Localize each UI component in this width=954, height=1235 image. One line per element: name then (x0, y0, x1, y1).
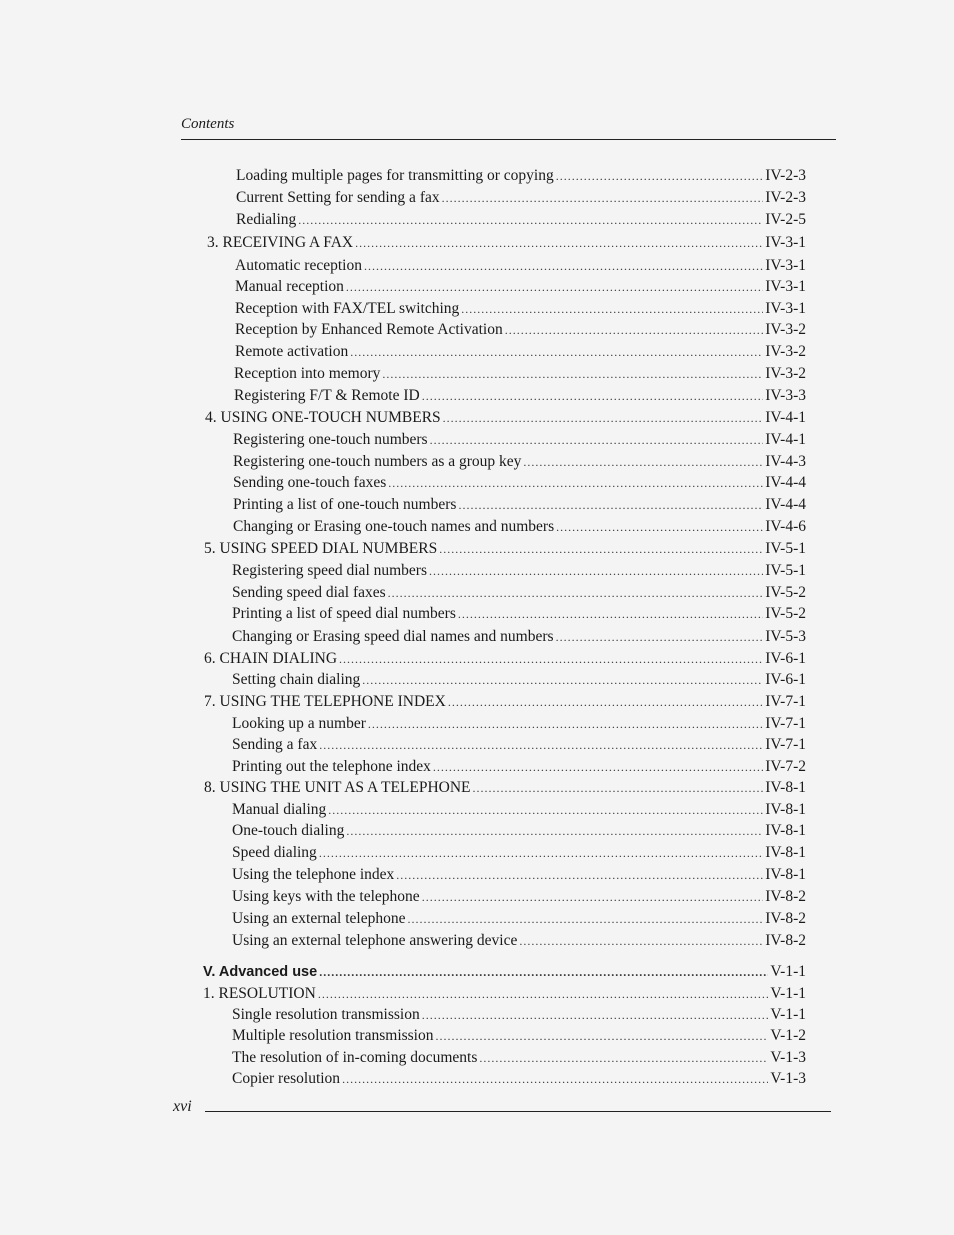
toc-section-entry (232, 865, 806, 885)
toc-section-entry (232, 757, 806, 777)
toc-entry-title: Setting chain dialing (232, 671, 361, 688)
toc-entry-page: IV-4-3 (765, 453, 806, 470)
dot-leader (362, 670, 763, 690)
toc-section-entry (235, 299, 806, 319)
toc-entry-page: IV-5-2 (765, 584, 806, 601)
toc-entry-page: V-1-2 (770, 1027, 806, 1044)
toc-entry-title: Changing or Erasing one-touch names and numbers (233, 518, 555, 535)
toc-entry-title: Manual reception (235, 278, 344, 295)
footer-rule (205, 1111, 831, 1112)
dot-leader (430, 430, 764, 450)
toc-entry-page: IV-7-1 (765, 736, 806, 753)
toc-section-entry (233, 473, 806, 493)
toc-entry-title: 1. RESOLUTION (203, 985, 316, 1002)
dot-leader (319, 843, 763, 863)
toc-section-entry (232, 909, 806, 929)
toc-entry-page: IV-5-1 (765, 562, 806, 579)
dot-leader (443, 408, 764, 428)
toc-entry-title: 7. USING THE TELEPHONE INDEX (204, 693, 446, 710)
dot-leader (388, 473, 763, 493)
toc-entry-title: The resolution of in-coming documents (232, 1049, 478, 1066)
toc-section-entry (232, 561, 806, 581)
toc-entry-title: Registering one-touch numbers (233, 431, 428, 448)
toc-entry-page: IV-8-2 (765, 888, 806, 905)
toc-chapter-entry (204, 692, 806, 712)
toc-entry-title: Multiple resolution transmission (232, 1027, 434, 1044)
dot-leader (396, 865, 763, 885)
toc-entry-title: Automatic reception (235, 257, 362, 274)
toc-entry-title: Printing a list of one-touch numbers (233, 496, 457, 513)
toc-section-entry (232, 1048, 806, 1068)
running-header: Contents (181, 116, 235, 132)
dot-leader (350, 342, 763, 362)
toc-entry-page: IV-2-5 (765, 211, 806, 228)
toc-section-entry (232, 1005, 806, 1025)
toc-entry-title: 4. USING ONE-TOUCH NUMBERS (205, 409, 441, 426)
toc-entry-page: IV-3-1 (765, 234, 806, 251)
toc-entry-title: Single resolution transmission (232, 1006, 420, 1023)
toc-section-entry (235, 342, 806, 362)
toc-entry-page: IV-6-1 (765, 650, 806, 667)
toc-section-entry (232, 843, 806, 863)
toc-entry-title: Registering F/T & Remote ID (234, 387, 420, 404)
dot-leader (429, 561, 763, 581)
toc-section-entry (232, 604, 806, 624)
dot-leader (328, 800, 763, 820)
toc-section-entry (235, 320, 806, 340)
dot-leader (436, 1026, 769, 1046)
toc-entry-page: IV-4-1 (765, 409, 806, 426)
dot-leader (319, 962, 768, 982)
toc-section-entry (235, 277, 806, 297)
toc-section-entry (235, 256, 806, 276)
dot-leader (298, 210, 763, 230)
toc-entry-page: IV-8-2 (765, 910, 806, 927)
dot-leader (407, 909, 763, 929)
toc-section-entry (232, 583, 806, 603)
dot-leader (382, 364, 763, 384)
toc-entry-page: IV-4-6 (765, 518, 806, 535)
toc-section-entry (232, 735, 806, 755)
toc-entry-page: IV-3-3 (765, 387, 806, 404)
toc-section-entry (234, 364, 806, 384)
dot-leader (461, 299, 763, 319)
dot-leader (422, 887, 764, 907)
toc-entry-page: IV-7-2 (765, 758, 806, 775)
toc-entry-page: IV-8-1 (765, 844, 806, 861)
dot-leader (448, 692, 763, 712)
toc-entry-page: IV-5-2 (765, 605, 806, 622)
toc-entry-page: IV-4-4 (765, 496, 806, 513)
dot-leader (519, 931, 763, 951)
toc-entry-page: IV-3-1 (765, 257, 806, 274)
toc-section-entry (236, 210, 806, 230)
dot-leader (355, 233, 763, 253)
toc-entry-title: Printing a list of speed dial numbers (232, 605, 456, 622)
dot-leader (442, 188, 764, 208)
toc-section-entry (232, 887, 806, 907)
toc-entry-page: IV-7-1 (765, 693, 806, 710)
toc-entry-page: IV-3-2 (765, 343, 806, 360)
toc-entry-title: Loading multiple pages for transmitting or copying (236, 167, 554, 184)
toc-entry-title: Manual dialing (232, 801, 327, 818)
toc-entry-page: IV-5-3 (765, 628, 806, 645)
toc-entry-title: Copier resolution (232, 1070, 341, 1087)
toc-entry-page: IV-6-1 (765, 671, 806, 688)
toc-entry-title: Changing or Erasing speed dial names and numbers (232, 628, 554, 645)
toc-entry-title: Using keys with the telephone (232, 888, 420, 905)
page-number: xvi (173, 1098, 192, 1115)
dot-leader (342, 1069, 768, 1089)
dot-leader (505, 320, 764, 340)
dot-leader (368, 714, 763, 734)
toc-part-entry (203, 962, 806, 982)
toc-section-entry (232, 1026, 806, 1046)
dot-leader (422, 386, 764, 406)
toc-section-entry (236, 166, 806, 186)
toc-section-entry (233, 517, 806, 537)
toc-entry-title: Using the telephone index (232, 866, 395, 883)
toc-chapter-entry (203, 984, 806, 1004)
toc-entry-title: Sending one-touch faxes (233, 474, 387, 491)
dot-leader (433, 757, 763, 777)
toc-section-entry (233, 430, 806, 450)
toc-entry-title: Reception into memory (234, 365, 381, 382)
toc-section-entry (233, 495, 806, 515)
toc-entry-page: IV-7-1 (765, 715, 806, 732)
dot-leader (346, 821, 763, 841)
dot-leader (364, 256, 763, 276)
dot-leader (479, 1048, 768, 1068)
toc-entry-page: IV-8-1 (765, 866, 806, 883)
toc-section-entry (234, 386, 806, 406)
dot-leader (346, 277, 763, 297)
dot-leader (458, 495, 763, 515)
header-rule (181, 139, 836, 140)
toc-entry-page: V-1-1 (770, 985, 806, 1002)
toc-entry-title: Redialing (236, 211, 297, 228)
toc-chapter-entry (205, 408, 806, 428)
toc-chapter-entry (204, 649, 806, 669)
toc-entry-title: Reception by Enhanced Remote Activation (235, 321, 503, 338)
toc-entry-title: 3. RECEIVING A FAX (207, 234, 354, 251)
toc-entry-title: 8. USING THE UNIT AS A TELEPHONE (204, 779, 471, 796)
dot-leader (388, 583, 764, 603)
toc-entry-page: V-1-3 (770, 1049, 806, 1066)
dot-leader (458, 604, 763, 624)
dot-leader (473, 778, 764, 798)
dot-leader (556, 166, 764, 186)
toc-entry-title: Printing out the telephone index (232, 758, 431, 775)
toc-entry-title: Looking up a number (232, 715, 366, 732)
toc-section-entry (232, 670, 806, 690)
dot-leader (422, 1005, 769, 1025)
toc-entry-title: Speed dialing (232, 844, 317, 861)
toc-entry-page: IV-3-1 (765, 278, 806, 295)
toc-entry-page: IV-8-2 (765, 932, 806, 949)
toc-section-entry (233, 452, 806, 472)
toc-section-entry (232, 821, 806, 841)
toc-entry-title: Using an external telephone answering device (232, 932, 518, 949)
toc-chapter-entry (204, 539, 806, 559)
toc-entry-page: V-1-3 (770, 1070, 806, 1087)
toc-entry-page: IV-8-1 (765, 801, 806, 818)
dot-leader (523, 452, 763, 472)
toc-entry-page: IV-8-1 (765, 822, 806, 839)
toc-section-entry (232, 800, 806, 820)
toc-entry-title: Reception with FAX/TEL switching (235, 300, 460, 317)
dot-leader (439, 539, 763, 559)
toc-entry-page: IV-8-1 (765, 779, 806, 796)
dot-leader (556, 517, 763, 537)
dot-leader (318, 984, 769, 1004)
toc-entry-page: IV-3-2 (765, 365, 806, 382)
toc-entry-title: Using an external telephone (232, 910, 406, 927)
toc-section-entry (232, 1069, 806, 1089)
toc-entry-page: IV-3-1 (765, 300, 806, 317)
toc-entry-page: IV-4-4 (765, 474, 806, 491)
toc-entry-page: IV-3-2 (765, 321, 806, 338)
toc-chapter-entry (207, 233, 806, 253)
toc-section-entry (232, 931, 806, 951)
toc-entry-page: IV-4-1 (765, 431, 806, 448)
dot-leader (339, 649, 763, 669)
toc-entry-title: Registering one-touch numbers as a group key (233, 453, 522, 470)
dot-leader (319, 735, 763, 755)
dot-leader (556, 627, 764, 647)
toc-entry-title: Remote activation (235, 343, 349, 360)
toc-chapter-entry (204, 778, 806, 798)
toc-entry-page: IV-2-3 (765, 189, 806, 206)
toc-entry-page: V-1-1 (770, 1006, 806, 1023)
toc-entry-title: Sending a fax (232, 736, 318, 753)
toc-entry-page: IV-2-3 (765, 167, 806, 184)
toc-section-entry (236, 188, 806, 208)
toc-entry-page: IV-5-1 (765, 540, 806, 557)
toc-entry-title: 5. USING SPEED DIAL NUMBERS (204, 540, 438, 557)
toc-section-entry (232, 714, 806, 734)
toc-section-entry (232, 627, 806, 647)
toc-entry-title: V. Advanced use (203, 964, 318, 980)
toc-entry-title: Current Setting for sending a fax (236, 189, 440, 206)
toc-entry-title: Registering speed dial numbers (232, 562, 427, 579)
toc-entry-page: V-1-1 (770, 963, 806, 980)
toc-entry-title: Sending speed dial faxes (232, 584, 386, 601)
toc-entry-title: 6. CHAIN DIALING (204, 650, 338, 667)
toc-entry-title: One-touch dialing (232, 822, 345, 839)
